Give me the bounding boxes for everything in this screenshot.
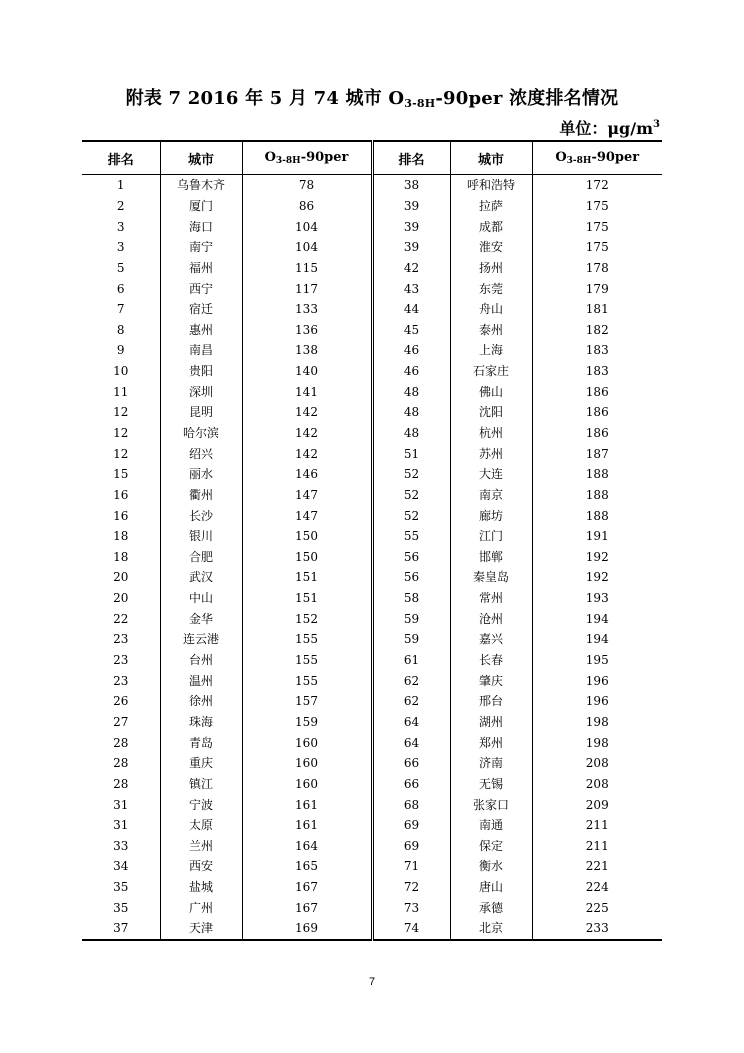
table-row — [82, 402, 662, 423]
city-cell: 武汉 — [160, 567, 242, 588]
table-row — [82, 526, 662, 547]
value-cell: 142 — [242, 402, 372, 423]
table-row — [82, 753, 662, 774]
rank-cell: 28 — [82, 753, 160, 774]
value-cell: 136 — [242, 319, 372, 340]
rank-cell: 52 — [372, 505, 450, 526]
value-cell: 167 — [242, 877, 372, 898]
value-cell: 157 — [242, 691, 372, 712]
rank-cell: 48 — [372, 402, 450, 423]
table-row — [82, 278, 662, 299]
city-cell: 成都 — [450, 216, 532, 237]
value-cell: 211 — [585, 838, 609, 853]
value-cell: 195 — [585, 653, 609, 668]
title-prefix: 附表 7 2016 年 5 月 74 城市 O — [125, 88, 405, 109]
table-row — [82, 464, 662, 485]
rank-cell: 59 — [372, 608, 450, 629]
value-cell: 164 — [242, 836, 372, 857]
city-cell: 廊坊 — [450, 505, 532, 526]
value-cell: 193 — [585, 591, 609, 606]
value-cell: 152 — [242, 608, 372, 629]
city-cell: 衢州 — [160, 485, 242, 506]
rank-cell: 61 — [372, 650, 450, 671]
header-city-right: 城市 — [450, 141, 532, 175]
city-cell: 宿迁 — [160, 299, 242, 320]
value-cell: 178 — [585, 260, 609, 275]
value-cell: 196 — [585, 673, 609, 688]
city-cell: 济南 — [450, 753, 532, 774]
rank-cell: 16 — [82, 485, 160, 506]
rank-cell: 20 — [82, 567, 160, 588]
city-cell: 上海 — [450, 340, 532, 361]
rank-cell: 23 — [82, 629, 160, 650]
value-cell: 160 — [242, 774, 372, 795]
city-cell: 昆明 — [160, 402, 242, 423]
rank-cell: 55 — [372, 526, 450, 547]
rank-cell: 12 — [82, 402, 160, 423]
city-cell: 台州 — [160, 650, 242, 671]
table-row — [82, 237, 662, 258]
table-row — [82, 836, 662, 857]
rank-cell: 59 — [372, 629, 450, 650]
value-cell: 194 — [585, 632, 609, 647]
rank-cell: 5 — [82, 258, 160, 279]
rank-cell: 44 — [372, 299, 450, 320]
rank-cell: 20 — [82, 588, 160, 609]
value-cell: 138 — [242, 340, 372, 361]
city-cell: 盐城 — [160, 877, 242, 898]
value-cell: 209 — [585, 797, 609, 812]
rank-cell: 26 — [82, 691, 160, 712]
rank-cell: 31 — [82, 794, 160, 815]
city-cell: 南宁 — [160, 237, 242, 258]
rank-cell: 23 — [82, 670, 160, 691]
value-cell: 151 — [242, 588, 372, 609]
rank-cell: 33 — [82, 836, 160, 857]
rank-cell: 3 — [82, 216, 160, 237]
city-cell: 珠海 — [160, 712, 242, 733]
table-row — [82, 299, 662, 320]
header-value-right: $O_{3-8H}-90per$ — [532, 141, 662, 175]
value-cell: 169 — [242, 918, 372, 940]
city-cell: 厦门 — [160, 196, 242, 217]
rank-cell: 39 — [372, 196, 450, 217]
rank-cell: 35 — [82, 897, 160, 918]
city-cell: 徐州 — [160, 691, 242, 712]
value-cell: 186 — [585, 405, 609, 420]
value-cell: 175 — [585, 219, 609, 234]
value-cell: 147 — [242, 485, 372, 506]
table-row — [82, 732, 662, 753]
unit-label — [559, 116, 660, 139]
header-value-left: $O_{3-8H}-90per$ — [242, 141, 372, 175]
city-cell: 西安 — [160, 856, 242, 877]
rank-cell: 56 — [372, 567, 450, 588]
city-cell: 承德 — [450, 897, 532, 918]
rank-cell: 18 — [82, 547, 160, 568]
page-number: 7 — [368, 976, 376, 988]
rank-cell: 12 — [82, 443, 160, 464]
header-city-left: 城市 — [160, 141, 242, 175]
value-cell: 182 — [585, 322, 609, 337]
rank-cell: 6 — [82, 278, 160, 299]
value-cell: 155 — [242, 670, 372, 691]
value-cell: 161 — [242, 815, 372, 836]
city-cell: 郑州 — [450, 732, 532, 753]
value-cell: 175 — [585, 198, 609, 213]
value-cell: 186 — [585, 384, 609, 399]
rank-cell: 39 — [372, 237, 450, 258]
table-row — [82, 175, 662, 196]
rank-cell: 18 — [82, 526, 160, 547]
table-row — [82, 340, 662, 361]
value-cell: 221 — [585, 859, 609, 874]
rank-cell: 8 — [82, 319, 160, 340]
city-cell: 连云港 — [160, 629, 242, 650]
rank-cell: 10 — [82, 361, 160, 382]
value-cell: 208 — [585, 776, 609, 791]
city-cell: 大连 — [450, 464, 532, 485]
value-cell: 78 — [242, 175, 372, 196]
city-cell: 宁波 — [160, 794, 242, 815]
rank-cell: 64 — [372, 732, 450, 753]
city-cell: 合肥 — [160, 547, 242, 568]
city-cell: 温州 — [160, 670, 242, 691]
value-cell: 117 — [242, 278, 372, 299]
city-cell: 佛山 — [450, 381, 532, 402]
table-row — [82, 588, 662, 609]
city-cell: 贵阳 — [160, 361, 242, 382]
rank-cell: 52 — [372, 485, 450, 506]
value-cell: 179 — [585, 281, 609, 296]
table-row — [82, 381, 662, 402]
city-cell: 惠州 — [160, 319, 242, 340]
city-cell: 广州 — [160, 897, 242, 918]
city-cell: 青岛 — [160, 732, 242, 753]
value-cell: 186 — [585, 426, 609, 440]
table-row — [82, 897, 662, 918]
value-cell: 194 — [585, 611, 609, 626]
city-cell: 呼和浩特 — [450, 175, 532, 196]
table-header-row — [82, 141, 662, 175]
city-cell: 北京 — [450, 918, 532, 940]
value-cell: 187 — [585, 446, 609, 461]
value-cell: 155 — [242, 629, 372, 650]
city-cell: 杭州 — [450, 423, 532, 444]
value-cell: 198 — [585, 714, 609, 729]
rank-cell: 45 — [372, 319, 450, 340]
city-cell: 石家庄 — [450, 361, 532, 382]
value-cell: 86 — [242, 196, 372, 217]
rank-cell: 7 — [82, 299, 160, 320]
rank-cell: 11 — [82, 381, 160, 402]
value-cell: 160 — [242, 732, 372, 753]
rank-cell: 69 — [372, 836, 450, 857]
city-cell: 海口 — [160, 216, 242, 237]
rank-cell: 48 — [372, 423, 450, 444]
city-cell: 张家口 — [450, 794, 532, 815]
rank-cell: 64 — [372, 712, 450, 733]
city-cell: 肇庆 — [450, 670, 532, 691]
table-row — [82, 608, 662, 629]
city-cell: 无锡 — [450, 774, 532, 795]
rank-cell: 12 — [82, 423, 160, 444]
table-row — [82, 670, 662, 691]
rank-cell: 34 — [82, 856, 160, 877]
rank-cell: 66 — [372, 753, 450, 774]
value-cell: 211 — [585, 818, 609, 833]
rank-cell: 46 — [372, 340, 450, 361]
value-cell: 159 — [242, 712, 372, 733]
city-cell: 扬州 — [450, 258, 532, 279]
value-cell: 224 — [585, 880, 609, 895]
rank-cell: 51 — [372, 443, 450, 464]
city-cell: 乌鲁木齐 — [160, 175, 242, 196]
rank-cell: 27 — [82, 712, 160, 733]
city-cell: 拉萨 — [450, 196, 532, 217]
city-cell: 舟山 — [450, 299, 532, 320]
rank-cell: 68 — [372, 794, 450, 815]
rank-cell: 31 — [82, 815, 160, 836]
city-cell: 哈尔滨 — [160, 423, 242, 444]
city-cell: 重庆 — [160, 753, 242, 774]
city-cell: 常州 — [450, 588, 532, 609]
city-cell: 南京 — [450, 485, 532, 506]
city-cell: 福州 — [160, 258, 242, 279]
table-row — [82, 691, 662, 712]
unit-prefix: 单位：μg/m — [559, 119, 654, 138]
value-cell: 150 — [242, 547, 372, 568]
rank-cell: 1 — [82, 175, 160, 196]
table-row — [82, 258, 662, 279]
table-row — [82, 567, 662, 588]
value-cell: 161 — [242, 794, 372, 815]
table-row — [82, 196, 662, 217]
table-row — [82, 712, 662, 733]
rank-cell: 37 — [82, 918, 160, 940]
table-row — [82, 856, 662, 877]
city-cell: 天津 — [160, 918, 242, 940]
rank-cell: 46 — [372, 361, 450, 382]
rank-cell: 62 — [372, 670, 450, 691]
city-cell: 秦皇岛 — [450, 567, 532, 588]
value-cell: 225 — [585, 900, 609, 915]
city-cell: 沧州 — [450, 608, 532, 629]
city-cell: 苏州 — [450, 443, 532, 464]
city-cell: 绍兴 — [160, 443, 242, 464]
rank-cell: 15 — [82, 464, 160, 485]
table-row — [82, 216, 662, 237]
value-cell: 167 — [242, 897, 372, 918]
city-cell: 中山 — [160, 588, 242, 609]
rank-cell: 43 — [372, 278, 450, 299]
value-cell: 104 — [242, 237, 372, 258]
rank-cell: 35 — [82, 877, 160, 898]
header-rank-right: 排名 — [372, 141, 450, 175]
table-row — [82, 650, 662, 671]
value-cell: 150 — [242, 526, 372, 547]
rank-cell: 52 — [372, 464, 450, 485]
rank-cell: 48 — [372, 381, 450, 402]
value-cell: 188 — [585, 467, 609, 482]
value-cell: 196 — [585, 694, 609, 709]
title-suffix: -90per 浓度排名情况 — [435, 88, 619, 109]
table-row — [82, 547, 662, 568]
city-cell: 衡水 — [450, 856, 532, 877]
rank-cell: 56 — [372, 547, 450, 568]
city-cell: 金华 — [160, 608, 242, 629]
table-row — [82, 815, 662, 836]
table-body — [82, 175, 662, 940]
table-row — [82, 423, 662, 444]
ranking-table — [82, 140, 662, 941]
value-cell: 191 — [585, 529, 609, 544]
table-row — [82, 319, 662, 340]
table-row — [82, 485, 662, 506]
city-cell: 沈阳 — [450, 402, 532, 423]
city-cell: 长沙 — [160, 505, 242, 526]
city-cell: 银川 — [160, 526, 242, 547]
table-row — [82, 794, 662, 815]
city-cell: 镇江 — [160, 774, 242, 795]
value-cell: 208 — [585, 756, 609, 771]
header-rank-left: 排名 — [82, 141, 160, 175]
table-row — [82, 443, 662, 464]
city-cell: 兰州 — [160, 836, 242, 857]
rank-cell: 73 — [372, 897, 450, 918]
value-cell: 141 — [242, 381, 372, 402]
rank-cell: 2 — [82, 196, 160, 217]
page-title — [0, 84, 744, 110]
table-row — [82, 629, 662, 650]
value-cell: 142 — [242, 423, 372, 444]
value-cell: 115 — [242, 258, 372, 279]
value-cell: 181 — [585, 302, 609, 317]
table-row — [82, 774, 662, 795]
rank-cell: 69 — [372, 815, 450, 836]
city-cell: 泰州 — [450, 319, 532, 340]
rank-cell: 22 — [82, 608, 160, 629]
city-cell: 西宁 — [160, 278, 242, 299]
value-cell: 183 — [585, 343, 609, 358]
city-cell: 邯郸 — [450, 547, 532, 568]
city-cell: 嘉兴 — [450, 629, 532, 650]
rank-cell: 62 — [372, 691, 450, 712]
city-cell: 丽水 — [160, 464, 242, 485]
city-cell: 保定 — [450, 836, 532, 857]
value-cell: 192 — [585, 570, 609, 585]
rank-cell: 74 — [372, 918, 450, 940]
table-row — [82, 505, 662, 526]
value-cell: 147 — [242, 505, 372, 526]
rank-cell: 38 — [372, 175, 450, 196]
city-cell: 江门 — [450, 526, 532, 547]
value-cell: 146 — [242, 464, 372, 485]
rank-cell: 39 — [372, 216, 450, 237]
table-row — [82, 877, 662, 898]
city-cell: 太原 — [160, 815, 242, 836]
value-cell: 175 — [585, 240, 609, 255]
rank-cell: 72 — [372, 877, 450, 898]
value-cell: 188 — [585, 508, 609, 523]
rank-cell: 28 — [82, 732, 160, 753]
rank-cell: 66 — [372, 774, 450, 795]
rank-cell: 9 — [82, 340, 160, 361]
city-cell: 长春 — [450, 650, 532, 671]
value-cell: 198 — [585, 735, 609, 750]
value-cell: 133 — [242, 299, 372, 320]
value-cell: 155 — [242, 650, 372, 671]
rank-cell: 28 — [82, 774, 160, 795]
value-cell: 160 — [242, 753, 372, 774]
value-cell: 188 — [585, 487, 609, 502]
title-subscript: 3-8H — [404, 97, 436, 110]
city-cell: 淮安 — [450, 237, 532, 258]
value-cell: 151 — [242, 567, 372, 588]
value-cell: 165 — [242, 856, 372, 877]
rank-cell: 58 — [372, 588, 450, 609]
rank-cell: 71 — [372, 856, 450, 877]
value-cell: 104 — [242, 216, 372, 237]
city-cell: 深圳 — [160, 381, 242, 402]
city-cell: 唐山 — [450, 877, 532, 898]
city-cell: 南昌 — [160, 340, 242, 361]
table-row — [82, 918, 662, 940]
rank-cell: 42 — [372, 258, 450, 279]
city-cell: 南通 — [450, 815, 532, 836]
rank-cell: 23 — [82, 650, 160, 671]
city-cell: 东莞 — [450, 278, 532, 299]
value-cell: 140 — [242, 361, 372, 382]
rank-cell: 16 — [82, 505, 160, 526]
rank-cell: 3 — [82, 237, 160, 258]
city-cell: 邢台 — [450, 691, 532, 712]
table-row — [82, 361, 662, 382]
value-cell: 172 — [585, 178, 609, 193]
city-cell: 湖州 — [450, 712, 532, 733]
value-cell: 183 — [585, 364, 609, 379]
value-cell: 142 — [242, 443, 372, 464]
value-cell: 233 — [532, 918, 662, 940]
value-cell: 192 — [585, 549, 609, 564]
unit-superscript: 3 — [653, 119, 660, 130]
